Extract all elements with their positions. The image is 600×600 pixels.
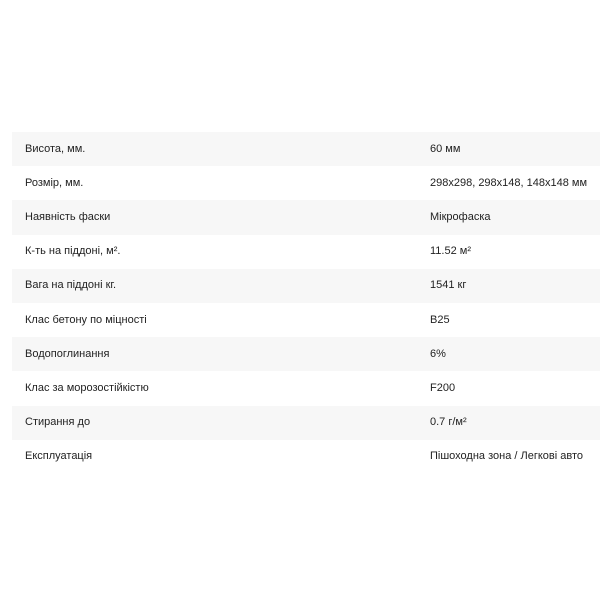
spec-value: 6% [430,347,446,360]
spec-label: Клас за морозостійкістю [25,381,149,394]
spec-label: Розмір, мм. [25,176,84,189]
spec-value: В25 [430,313,450,326]
spec-label: Висота, мм. [25,142,86,155]
spec-row-concrete-class [12,303,600,337]
spec-label: Водопоглинання [25,347,110,360]
spec-value: 0.7 г/м² [430,416,467,429]
spec-value: Мікрофаска [430,210,491,223]
spec-label: Експлуатація [25,450,93,463]
spec-label: Наявність фаски [25,210,111,223]
specs-table [12,132,600,474]
spec-value: Пішоходна зона / Легкові авто [430,450,583,463]
spec-label: Вага на піддоні кг. [25,279,117,292]
spec-row-pallet-weight [12,269,600,303]
spec-row-size [12,166,600,200]
spec-row-chamfer [12,200,600,234]
spec-row-water-absorption [12,337,600,371]
spec-label: Стирання до [25,416,91,429]
spec-value: 11.52 м² [430,245,471,258]
spec-row-abrasion [12,406,600,440]
spec-value: F200 [430,381,456,394]
spec-value: 298х298, 298х148, 148х148 мм [430,176,588,189]
spec-row-area-per-pallet [12,235,600,269]
spec-value: 60 мм [430,142,461,155]
spec-row-height [12,132,600,166]
spec-row-usage [12,440,600,474]
spec-label: Клас бетону по міцності [25,313,147,326]
spec-value: 1541 кг [430,279,467,292]
spec-row-frost-resistance [12,371,600,405]
spec-label: К-ть на піддоні, м². [25,245,121,258]
